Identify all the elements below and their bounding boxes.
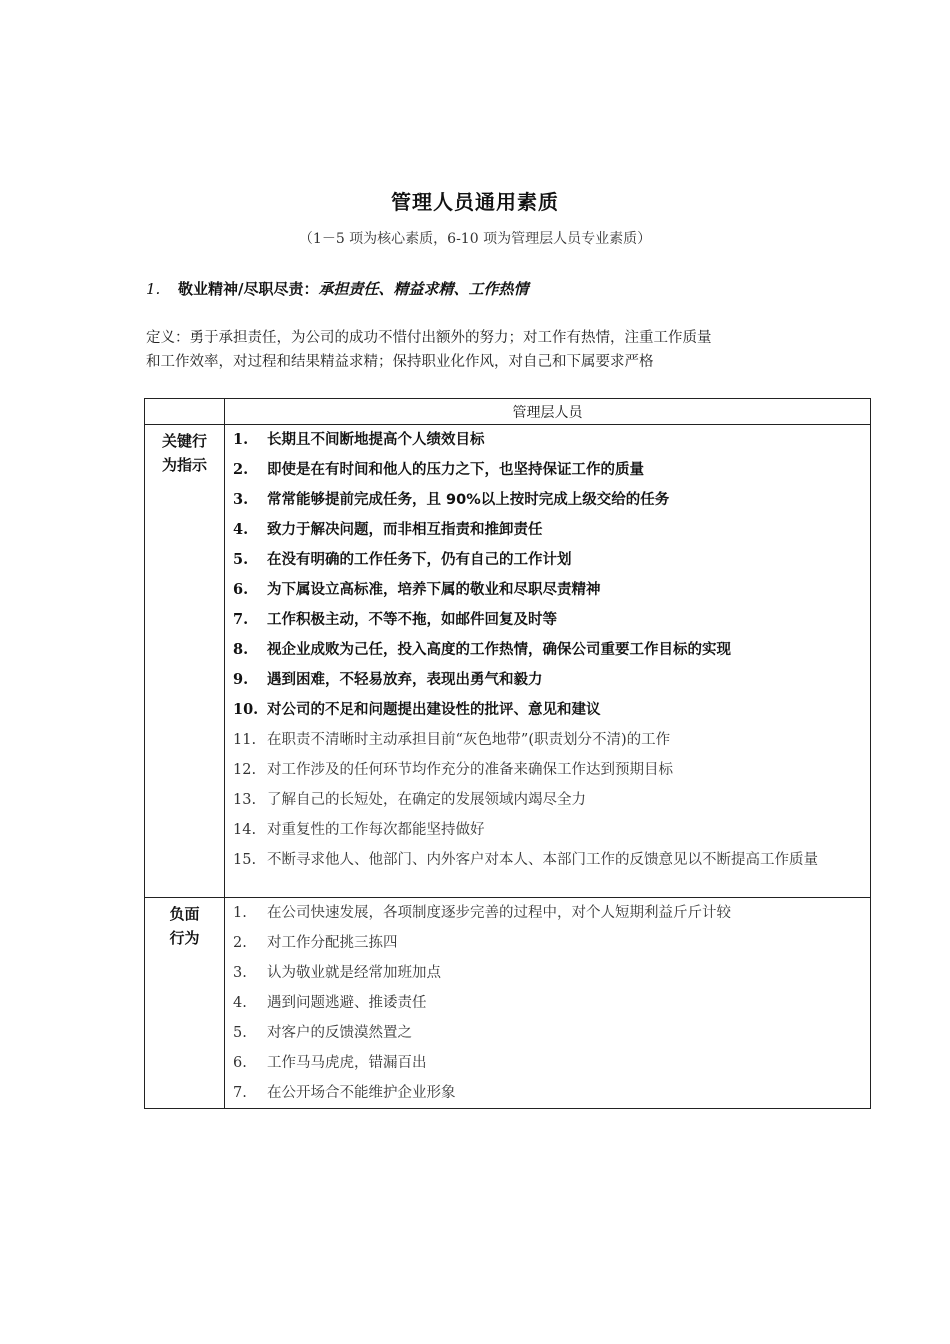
list-item — [233, 515, 862, 545]
list-item — [233, 605, 862, 635]
list-item-number: 10. — [233, 701, 259, 718]
list-item-text: 对重复性的工作每次都能坚持做好 — [267, 822, 485, 838]
table-row-key-behaviors — [145, 425, 871, 898]
list-item-text: 对工作涉及的任何环节均作充分的准备来确保工作达到预期目标 — [267, 762, 673, 778]
list-item-text: 在职责不清晰时主动承担目前“灰色地带”(职责划分不清)的工作 — [267, 732, 671, 748]
list-item — [233, 725, 862, 755]
section-heading-emphasis: 承担责任、精益求精、工作热情 — [318, 280, 529, 298]
list-item-number: 5. — [233, 1025, 247, 1041]
list-item — [233, 545, 862, 575]
list-item-text: 工作马马虎虎，错漏百出 — [267, 1055, 427, 1071]
list-item-number: 1. — [233, 905, 247, 921]
page-title: 管理人员通用素质 — [391, 190, 559, 214]
list-item — [233, 1078, 862, 1108]
table-row-negative-behaviors — [145, 898, 871, 1109]
negative-behaviors-cell — [225, 898, 871, 1109]
definition-line: 和工作效率，对过程和结果精益求精；保持职业化作风，对自己和下属要求严格 — [146, 354, 654, 370]
list-item-text: 不断寻求他人、他部门、内外客户对本人、本部门工作的反馈意见以不断提高工作质量 — [267, 852, 818, 868]
list-item-text: 在没有明确的工作任务下，仍有自己的工作计划 — [267, 552, 572, 568]
list-item-text: 工作积极主动，不等不拖，如邮件回复及时等 — [267, 612, 557, 628]
list-item — [233, 455, 862, 485]
table-header-row — [145, 399, 871, 425]
list-item-number: 6. — [233, 581, 249, 598]
list-item-number: 5. — [233, 551, 249, 568]
list-item-number: 4. — [233, 521, 249, 538]
definition-line: 定义：勇于承担责任，为公司的成功不惜付出额外的努力；对工作有热情，注重工作质量 — [146, 330, 712, 346]
list-item-number: 15. — [233, 852, 257, 868]
list-item-text: 视企业成败为己任，投入高度的工作热情，确保公司重要工作目标的实现 — [267, 642, 731, 658]
list-item-number: 8. — [233, 641, 249, 658]
row-label-line: 关键行 — [161, 432, 207, 450]
list-item-number: 6. — [233, 1055, 247, 1071]
list-item-text: 在公司快速发展，各项制度逐步完善的过程中，对个人短期利益斤斤计较 — [267, 905, 731, 921]
list-item — [233, 755, 862, 785]
list-item — [233, 1048, 862, 1078]
list-item-number: 9. — [233, 671, 249, 688]
list-item — [233, 1018, 862, 1048]
list-item-number: 12. — [233, 762, 257, 778]
key-behaviors-label — [145, 425, 225, 898]
key-behaviors-cell — [225, 425, 871, 898]
list-item-number: 7. — [233, 611, 249, 628]
list-item — [233, 485, 862, 515]
competency-table — [144, 398, 871, 1109]
table-header-column: 管理层人员 — [225, 399, 871, 425]
list-item — [233, 635, 862, 665]
list-item-text: 遇到问题逃避、推诿责任 — [267, 995, 427, 1011]
list-item-number: 7. — [233, 1085, 247, 1101]
list-item — [233, 815, 862, 845]
list-item-number: 4. — [233, 995, 247, 1011]
list-item-text: 为下属设立高标准，培养下属的敬业和尽职尽责精神 — [267, 582, 601, 598]
section-heading — [146, 278, 529, 299]
list-item-number: 14. — [233, 822, 257, 838]
list-item — [233, 845, 862, 875]
table-header-empty-cell — [145, 399, 225, 425]
negative-behaviors-list — [225, 898, 870, 1108]
list-item-text: 长期且不间断地提高个人绩效目标 — [267, 432, 485, 448]
row-label-line: 为指示 — [161, 456, 207, 474]
list-item-text: 遇到困难，不轻易放弃，表现出勇气和毅力 — [267, 672, 543, 688]
list-item — [233, 695, 862, 725]
list-item-number: 2. — [233, 461, 249, 478]
list-item-text: 对工作分配挑三拣四 — [267, 935, 398, 951]
list-item-number: 3. — [233, 491, 249, 508]
definition-paragraph — [146, 326, 826, 374]
list-item-text: 致力于解决问题，而非相互指责和推卸责任 — [267, 522, 543, 538]
list-item — [233, 785, 862, 815]
row-label-line: 负面 — [169, 905, 200, 923]
key-behaviors-list — [225, 425, 870, 875]
list-item-text: 对公司的不足和问题提出建设性的批评、意见和建议 — [267, 702, 601, 718]
list-item — [233, 958, 862, 988]
list-item-number: 1. — [233, 431, 249, 448]
list-item — [233, 988, 862, 1018]
list-item-text: 常常能够提前完成任务，且 90%以上按时完成上级交给的任务 — [267, 492, 670, 508]
section-number: 1. — [146, 280, 161, 298]
list-item-text: 了解自己的长短处，在确定的发展领域内竭尽全力 — [267, 792, 586, 808]
list-item-number: 13. — [233, 792, 257, 808]
page-subtitle: （1－5 项为核心素质，6-10 项为管理层人员专业素质） — [298, 231, 652, 247]
list-item-number: 11. — [233, 732, 257, 748]
row-label-line: 行为 — [169, 929, 200, 947]
list-item — [233, 575, 862, 605]
list-item-number: 3. — [233, 965, 247, 981]
list-item — [233, 928, 862, 958]
list-item — [233, 898, 862, 928]
list-item-text: 对客户的反馈漠然置之 — [267, 1025, 412, 1041]
negative-behaviors-label — [145, 898, 225, 1109]
list-item — [233, 665, 862, 695]
list-item-text: 在公开场合不能维护企业形象 — [267, 1085, 456, 1101]
list-item-number: 2. — [233, 935, 247, 951]
list-item-text: 即使是在有时间和他人的压力之下，也坚持保证工作的质量 — [267, 462, 644, 478]
list-item — [233, 425, 862, 455]
section-heading-plain: 敬业精神/尽职尽责： — [178, 280, 319, 298]
list-item-text: 认为敬业就是经常加班加点 — [267, 965, 441, 981]
